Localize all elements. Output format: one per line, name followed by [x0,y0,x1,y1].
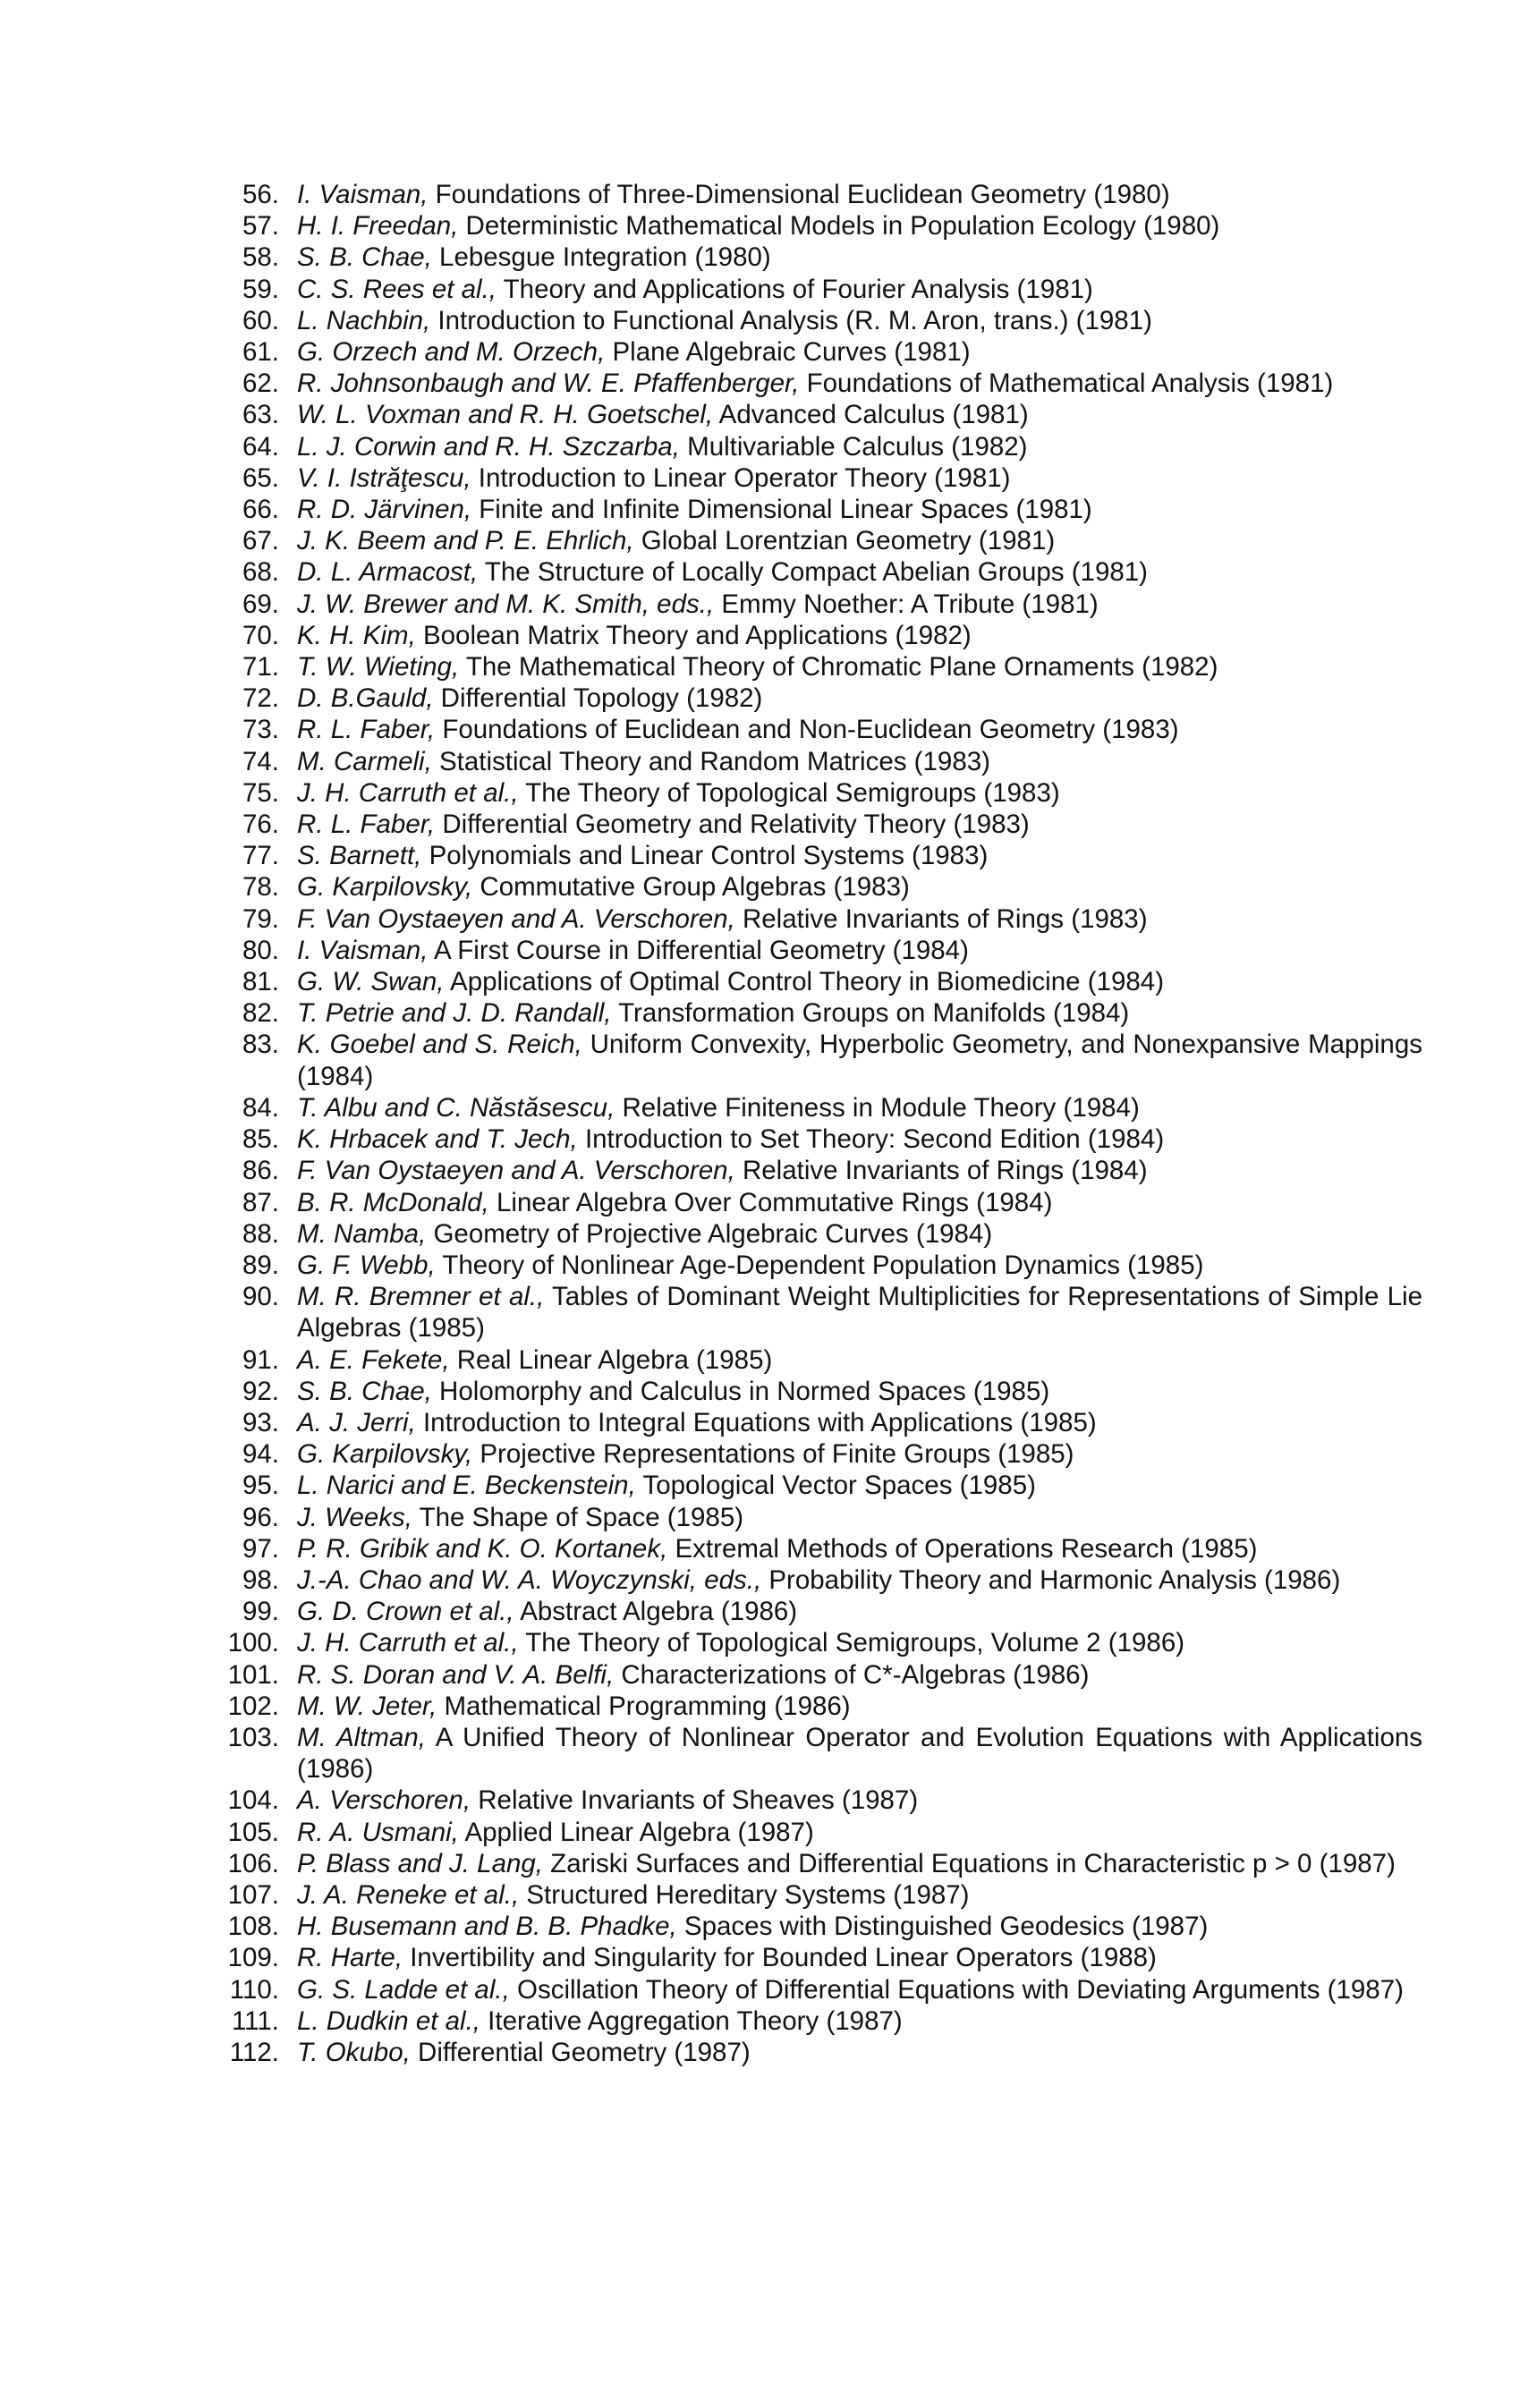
entry-author: J. Weeks, [297,1502,412,1532]
entry-number: 108. [227,1912,279,1942]
entry-number: 105. [227,1817,279,1847]
list-item [224,1502,1422,1533]
list-item [224,1218,1422,1250]
entry-number: 76. [242,810,279,840]
entry-title: Foundations of Mathematical Analysis (1981) [799,369,1334,399]
entry-author: H. I. Freedan, [297,211,459,242]
entry-author: J. H. Carruth et al., [297,1628,519,1658]
entry-title: Zariski Surfaces and Differential Equations in Characteristic p > 0 (1987) [542,1848,1396,1878]
entry-author: T. Albu and C. Năstăsescu, [297,1092,615,1123]
list-item [224,1250,1422,1281]
entry-title: Lebesgue Integration (1980) [431,242,771,273]
entry-title: Commutative Group Algebras (1983) [472,872,910,903]
list-item [224,1376,1422,1407]
entry-number: 103. [227,1722,279,1752]
entry-title: Holomorphy and Calculus in Normed Spaces (1985) [431,1376,1050,1406]
entry-title: Differential Topology (1982) [433,683,763,714]
list-item [224,777,1422,809]
entry-title: Advanced Calculus (1981) [713,400,1029,430]
entry-author: J. W. Brewer and M. K. Smith, eds., [297,589,715,619]
list-item [224,1785,1422,1816]
entry-title: Finite and Infinite Dimensional Linear Spaces (1981) [471,495,1092,525]
entry-author: F. Van Oystaeyen and A. Verschoren, [297,1156,735,1186]
list-item [224,1974,1422,2005]
entry-author: R. Harte, [297,1943,403,1973]
entry-author: S. B. Chae, [297,242,432,273]
list-item [224,997,1422,1029]
entry-number: 100. [227,1628,279,1658]
entry-number: 74. [242,746,279,776]
list-item [224,1911,1422,1942]
entry-number: 83. [242,1030,279,1060]
entry-title: The Theory of Topological Semigroups (1983) [518,777,1060,808]
entry-number: 57. [242,211,279,242]
entry-author: W. L. Voxman and R. H. Goetschel, [297,400,714,430]
entry-title: Characterizations of C*-Algebras (1986) [614,1659,1090,1690]
list-item [224,399,1422,430]
entry-number: 63. [242,400,279,430]
entry-title: Mathematical Programming (1986) [437,1691,851,1721]
entry-title: Foundations of Three-Dimensional Euclidean Geometry (1980) [428,180,1170,209]
entry-title: Theory and Applications of Fourier Analysis (1981) [496,274,1093,304]
entry-title: Relative Finiteness in Module Theory (1984) [615,1092,1140,1123]
entry-author: G. Orzech and M. Orzech, [297,337,606,368]
entry-number: 59. [242,274,279,304]
entry-author: H. Busemann and B. B. Phadke, [297,1912,677,1942]
entry-author: M. Altman, [297,1722,427,1752]
entry-author: C. S. Rees et al., [297,274,497,304]
list-item [224,589,1422,620]
list-item [224,1123,1422,1155]
entry-number: 86. [242,1156,279,1186]
list-item [224,1691,1422,1722]
entry-title: Spaces with Distinguished Geodesics (1987) [676,1912,1209,1942]
list-item [224,1407,1422,1438]
entry-author: B. R. McDonald, [297,1187,489,1217]
entry-number: 66. [242,495,279,525]
entry-author: I. Vaisman, [297,935,429,965]
entry-author: A. E. Fekete, [297,1344,450,1375]
entry-number: 68. [242,557,279,588]
entry-title: A First Course in Differential Geometry (1984) [428,935,969,965]
list-item [224,651,1422,683]
list-item [224,1470,1422,1501]
list-item [224,1627,1422,1658]
entry-title: Foundations of Euclidean and Non-Euclidean Geometry (1983) [435,715,1179,745]
entry-author: P. R. Gribik and K. O. Kortanek, [297,1533,668,1564]
entry-title: Multivariable Calculus (1982) [679,431,1028,462]
list-item [224,1029,1422,1091]
entry-number: 72. [242,683,279,714]
list-item [224,525,1422,556]
entry-author: A. J. Jerri, [297,1407,416,1437]
entry-author: D. L. Armacost, [297,557,479,588]
entry-author: T. W. Wieting, [297,652,460,683]
list-item [224,2037,1422,2068]
list-item [224,1281,1422,1344]
entry-number: 75. [242,777,279,808]
entry-number: 93. [242,1407,279,1437]
entry-number: 110. [229,1974,279,2005]
entry-author: A. Verschoren, [297,1785,471,1816]
list-item [224,1533,1422,1564]
entry-number: 90. [242,1282,279,1312]
list-item [224,903,1422,935]
entry-number: 67. [242,526,279,556]
entry-author: K. Goebel and S. Reich, [297,1030,582,1060]
entry-number: 65. [242,462,279,493]
list-item [224,714,1422,745]
entry-author: R. L. Faber, [297,715,436,745]
entry-title: Introduction to Functional Analysis (R. M. Aron, trans.) (1981) [430,305,1152,335]
list-item [224,1344,1422,1376]
entry-title: Extremal Methods of Operations Research (1985) [667,1533,1258,1564]
entry-number: 104. [227,1785,279,1816]
entry-author: L. Narici and E. Beckenstein, [297,1471,636,1501]
entry-author: F. Van Oystaeyen and A. Verschoren, [297,903,735,934]
entry-author: R. S. Doran and V. A. Belfi, [297,1659,615,1690]
list-item [224,935,1422,966]
entry-author: G. W. Swan, [297,967,445,997]
entry-title: Oscillation Theory of Differential Equations with Deviating Arguments (1987) [509,1974,1404,2005]
entry-title: Statistical Theory and Random Matrices (1983) [431,746,990,776]
entry-number: 64. [242,431,279,462]
list-item [224,368,1422,399]
entry-title: Deterministic Mathematical Models in Population Ecology (1980) [458,211,1220,242]
entry-author: G. S. Ladde et al., [297,1974,510,2005]
entry-author: T. Petrie and J. D. Randall, [297,998,612,1029]
list-item [224,1596,1422,1627]
entry-number: 97. [242,1533,279,1564]
list-item [224,1722,1422,1785]
entry-author: I. Vaisman, [297,180,429,209]
list-item [224,274,1422,305]
entry-number: 60. [242,305,279,335]
entry-title: Introduction to Set Theory: Second Edition (1984) [577,1124,1165,1155]
entry-number: 112. [229,2037,279,2067]
entry-author: R. L. Faber, [297,810,436,840]
entry-title: Invertibility and Singularity for Bounded Linear Operators (1988) [403,1943,1157,1973]
list-item [224,1564,1422,1596]
list-item [224,683,1422,714]
entry-title: Iterative Aggregation Theory (1987) [480,2005,903,2036]
list-item [224,1942,1422,1973]
entry-title: Boolean Matrix Theory and Applications (1982) [415,620,972,650]
list-item [224,1659,1422,1691]
list-item [224,1155,1422,1186]
entry-author: L. Dudkin et al., [297,2005,480,2036]
list-item [224,179,1422,210]
entry-title: The Theory of Topological Semigroups, Volume 2 (1986) [518,1628,1185,1658]
entry-title: Relative Invariants of Rings (1984) [734,1156,1148,1186]
entry-title: Global Lorentzian Geometry (1981) [633,526,1056,556]
entry-number: 80. [242,935,279,965]
list-item [224,210,1422,242]
entry-title: Transformation Groups on Manifolds (1984) [611,998,1130,1029]
entry-title: Real Linear Algebra (1985) [449,1344,773,1375]
entry-author: G. F. Webb, [297,1250,436,1280]
entry-author: T. Okubo, [297,2037,411,2067]
entry-title: The Shape of Space (1985) [412,1502,744,1532]
entry-number: 94. [242,1439,279,1470]
entry-title: The Mathematical Theory of Chromatic Plane Ornaments (1982) [459,652,1218,683]
list-item [224,336,1422,368]
entry-title: Linear Algebra Over Commutative Rings (1984) [488,1187,1053,1217]
list-item [224,1092,1422,1123]
list-item [224,809,1422,840]
entry-author: J. H. Carruth et al., [297,777,519,808]
entry-title: Relative Invariants of Rings (1983) [734,903,1148,934]
list-item [224,462,1422,494]
entry-number: 109. [227,1943,279,1973]
entry-author: K. H. Kim, [297,620,416,650]
entry-number: 101. [227,1659,279,1690]
entry-title: Relative Invariants of Sheaves (1987) [471,1785,919,1816]
entry-number: 70. [242,620,279,650]
entry-number: 98. [242,1564,279,1595]
entry-number: 106. [227,1848,279,1878]
entry-title: Probability Theory and Harmonic Analysis (1986) [761,1564,1341,1595]
entry-author: J. A. Reneke et al., [297,1879,520,1910]
entry-title: Geometry of Projective Algebraic Curves (1984) [426,1218,993,1249]
entry-number: 102. [227,1691,279,1721]
list-item [224,2005,1422,2037]
entry-number: 69. [242,589,279,619]
entry-author: P. Blass and J. Lang, [297,1848,543,1878]
entry-title: Introduction to Linear Operator Theory (1981) [471,462,1011,493]
entry-author: S. Barnett, [297,841,422,871]
entry-title: Polynomials and Linear Control Systems (1983) [421,841,989,871]
entry-number: 107. [227,1879,279,1910]
list-item [224,840,1422,871]
entry-title: Tables of Dominant Weight Multiplicities for Representations of Simple Lie Algebras (1985) [297,1282,1422,1344]
entry-author: M. Carmeli, [297,746,432,776]
entry-title: Emmy Noether: A Tribute (1981) [714,589,1099,619]
entry-number: 82. [242,998,279,1029]
entry-author: L. J. Corwin and R. H. Szczarba, [297,431,680,462]
entry-number: 89. [242,1250,279,1280]
entry-title: Uniform Convexity, Hyperbolic Geometry, and Nonexpansive Mappings (1984) [297,1030,1422,1091]
entry-number: 111. [231,2005,279,2036]
entry-title: Differential Geometry (1987) [410,2037,751,2067]
entry-author: G. D. Crown et al., [297,1597,514,1627]
list-item [224,431,1422,462]
list-item [224,871,1422,903]
entry-title: A Unified Theory of Nonlinear Operator and Evolution Equations with Applications (1986) [297,1722,1423,1785]
entry-number: 71. [242,652,279,683]
entry-number: 58. [242,242,279,273]
entry-number: 96. [242,1502,279,1532]
entry-number: 95. [242,1471,279,1501]
entry-title: Differential Geometry and Relativity Theory (1983) [435,810,1030,840]
entry-author: M. W. Jeter, [297,1691,437,1721]
entry-author: R. Johnsonbaugh and W. E. Pfaffenberger, [297,369,800,399]
list-item [224,305,1422,336]
entry-number: 92. [242,1376,279,1406]
list-item [224,966,1422,997]
entry-author: K. Hrbacek and T. Jech, [297,1124,578,1155]
entry-number: 62. [242,369,279,399]
entry-title: Projective Representations of Finite Groups (1985) [472,1439,1074,1470]
entry-title: The Structure of Locally Compact Abelian Groups (1981) [478,557,1149,588]
entry-number: 77. [242,841,279,871]
entry-author: R. A. Usmani, [297,1817,459,1847]
entry-author: J. K. Beem and P. E. Ehrlich, [297,526,634,556]
list-item [224,494,1422,525]
list-item [224,620,1422,651]
list-item [224,556,1422,588]
entry-author: R. D. Järvinen, [297,495,472,525]
entry-title: Introduction to Integral Equations with Applications (1985) [415,1407,1097,1437]
entry-number: 56. [242,180,279,209]
entry-number: 85. [242,1124,279,1155]
entry-author: M. Namba, [297,1218,427,1249]
entry-title: Structured Hereditary Systems (1987) [519,1879,970,1910]
list-item [224,1879,1422,1911]
entry-author: M. R. Bremner et al., [297,1282,545,1312]
entry-author: G. Karpilovsky, [297,872,473,903]
list-item [224,1438,1422,1470]
entry-author: L. Nachbin, [297,305,431,335]
list-item [224,746,1422,777]
entry-number: 81. [242,967,279,997]
entry-number: 87. [242,1187,279,1217]
entry-number: 61. [242,337,279,368]
entry-author: J.-A. Chao and W. A. Woyczynski, eds., [297,1564,762,1595]
list-item [224,1848,1422,1879]
entry-title: Topological Vector Spaces (1985) [635,1471,1036,1501]
series-list [224,179,1422,2068]
entry-author: G. Karpilovsky, [297,1439,473,1470]
entry-number: 91. [242,1344,279,1375]
entry-number: 79. [242,903,279,934]
entry-title: Plane Algebraic Curves (1981) [605,337,971,368]
entry-title: Applied Linear Algebra (1987) [458,1817,814,1847]
entry-number: 84. [242,1092,279,1123]
entry-title: Theory of Nonlinear Age-Dependent Population Dynamics (1985) [435,1250,1204,1280]
entry-number: 73. [242,715,279,745]
entry-author: D. B.Gauld, [297,683,434,714]
list-item [224,1187,1422,1218]
entry-number: 99. [242,1597,279,1627]
entry-title: Applications of Optimal Control Theory in Biomedicine (1984) [444,967,1165,997]
list-item [224,1817,1422,1848]
entry-author: V. I. Istrăţescu, [297,462,471,493]
entry-number: 88. [242,1218,279,1249]
entry-author: S. B. Chae, [297,1376,432,1406]
entry-number: 78. [242,872,279,903]
list-item [224,242,1422,273]
entry-title: Abstract Algebra (1986) [514,1597,798,1627]
